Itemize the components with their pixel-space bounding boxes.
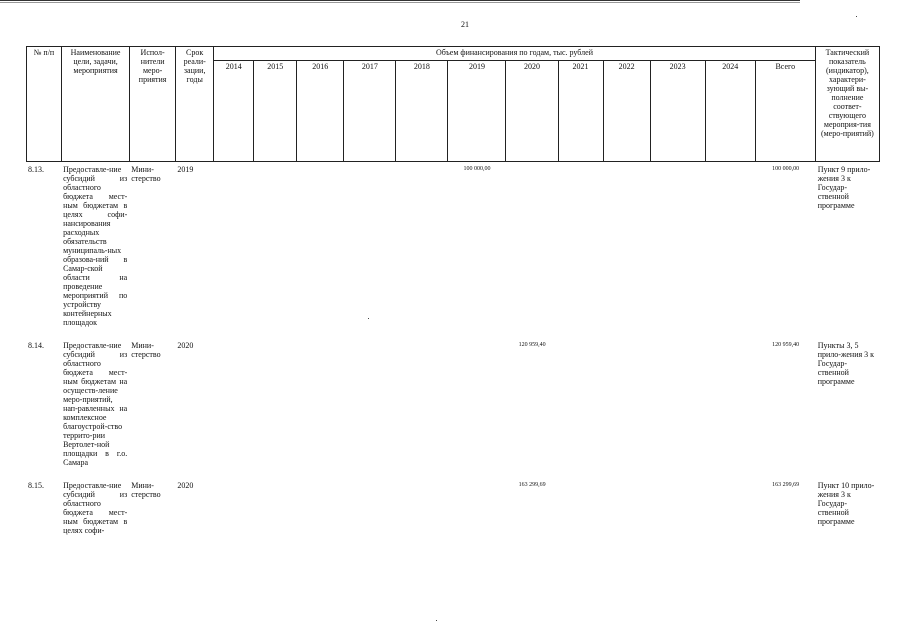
row-indicator: Пункты 3, 5 прило-жения 3 к Государ-ственной программе bbox=[817, 341, 875, 386]
page-number: 21 bbox=[461, 20, 469, 29]
table-row bbox=[26, 481, 880, 535]
header-year-2019: 2019 bbox=[448, 61, 506, 162]
row-num: 8.13. bbox=[28, 165, 44, 174]
scan-speck bbox=[368, 318, 369, 319]
scan-speck bbox=[436, 620, 437, 621]
row-indicator: Пункт 9 прило-жения 3 к Государ-ственной программе bbox=[817, 165, 871, 210]
header-financing: Объем финансирования по годам, тыс. рублей bbox=[214, 47, 816, 61]
row-term: 2020 bbox=[177, 341, 194, 350]
row-year-2020: 120 959,40 bbox=[518, 342, 546, 348]
row-year-2019: 100 000,00 bbox=[463, 166, 491, 172]
header-indicator: Тактический показатель (индикатор), характери-зующий вы-полнение соответ-ствующего мероприя-тия (меро-приятий) bbox=[815, 47, 879, 162]
table-row bbox=[26, 165, 880, 327]
row-year-2019 bbox=[448, 341, 506, 467]
top-rule-secondary bbox=[0, 2, 800, 3]
row-executor: Мини-стерство bbox=[131, 481, 161, 499]
row-name: Предоставле-ние субсидий из областного бюджета мест-ным бюджетам в целях софи- bbox=[63, 481, 128, 535]
row-indicator: Пункт 10 прило-жения 3 к Государ-ственной программе bbox=[817, 481, 875, 526]
financing-table-body bbox=[26, 165, 880, 535]
header-year-2015: 2015 bbox=[254, 61, 297, 162]
row-num: 8.14. bbox=[28, 341, 44, 350]
header-year-2018: 2018 bbox=[396, 61, 448, 162]
row-term: 2020 bbox=[177, 481, 194, 490]
row-term: 2019 bbox=[177, 165, 194, 174]
row-year-2020 bbox=[506, 165, 558, 327]
row-year-2019 bbox=[448, 481, 506, 535]
header-year-2024: 2024 bbox=[705, 61, 755, 162]
header-executors: Испол-нители меро-приятия bbox=[130, 47, 176, 162]
row-executor: Мини-стерство bbox=[131, 165, 161, 183]
header-year-2023: 2023 bbox=[650, 61, 705, 162]
table-row bbox=[26, 341, 880, 467]
header-total: Всего bbox=[755, 61, 815, 162]
header-year-2020: 2020 bbox=[506, 61, 558, 162]
row-total: 163 299,69 bbox=[772, 482, 800, 488]
row-num: 8.15. bbox=[28, 481, 44, 490]
row-name: Предоставле-ние субсидий из областного бюджета мест-ным бюджетам на осуществ-ление меро-приятий, нап-равленных на комплексное благоустрой-ство террито-рии Вертолет-ной площадки в г.о. Самара bbox=[63, 341, 128, 467]
header-term: Срок реали-зации, годы bbox=[176, 47, 214, 162]
row-year-2020: 163 299,69 bbox=[518, 482, 546, 488]
header-name: Наименование цели, задачи, мероприятия bbox=[62, 47, 130, 162]
header-year-2021: 2021 bbox=[558, 61, 603, 162]
scan-speck bbox=[856, 16, 857, 17]
header-year-2016: 2016 bbox=[297, 61, 344, 162]
row-name: Предоставле-ние субсидий из областного бюджета мест-ным бюджетам в целях софи-нансирования расходных обязательств муниципаль-ных образова-ний в Самар-ской области на проведение мероприятий по устройству контейнерных площадок bbox=[63, 165, 128, 327]
row-total: 120 959,40 bbox=[772, 342, 800, 348]
row-executor: Мини-стерство bbox=[131, 341, 161, 359]
top-rule bbox=[0, 0, 800, 1]
header-num: № п/п bbox=[27, 47, 62, 162]
header-year-2014: 2014 bbox=[214, 61, 254, 162]
header-year-2017: 2017 bbox=[344, 61, 396, 162]
header-year-2022: 2022 bbox=[603, 61, 650, 162]
row-total: 100 000,00 bbox=[772, 166, 800, 172]
financing-table-header bbox=[26, 46, 880, 162]
